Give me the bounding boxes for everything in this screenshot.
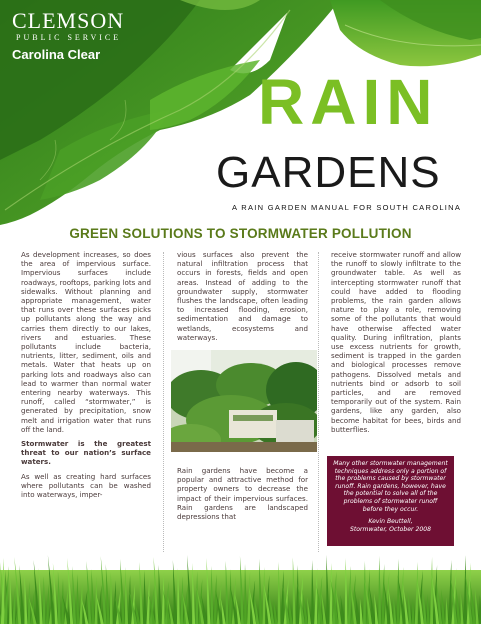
col3-paragraph-1: receive stormwater runoff and allow the runoff to slowly infiltrate to the groundwater table. As well as intercepting stormwater runoff that could have added to flooding problems, the rain garden allows nature to play a role, removing some of the pollutants that would have otherwise affected water quality. During infiltration, plants use excess nutrients for growth, sediment is trapped in the garden and biological processes remove pathogens. Dissolved metals and nutrients bind or adsorb to soil particles, and are removed temporarily out of the system. Rain gardens, like any garden, also become habitat for bees, birds and butterflies. [331, 250, 461, 434]
column-divider-1 [163, 252, 164, 552]
column-3 [331, 250, 461, 439]
col1-paragraph-1: As development increases, so does the area of impervious surface. Impervious surfaces include roadways, rooftops, parking lots and sidewalks. Without planning and appropriate management, water that runs over these surfaces picks up pollutants along the way and carries them directly to our lakes, rivers and estuaries. These pollutants include bacteria, nutrients, litter, sediment, oils and metals. Water that heats up on parking lots and roadways also can lead to warmer than normal water entering nearby waterways. This runoff, called “stormwater,” is generated by precipitation, snow melt and irrigation water that runs off the land. [21, 250, 151, 434]
col1-paragraph-2: As well as creating hard surfaces where pollutants can be washed into waterways, imper- [21, 471, 151, 500]
column-2 [177, 250, 308, 347]
quote-author: Kevin Beuttell, [368, 518, 413, 526]
grass-border-graphic [0, 530, 481, 624]
garden-photo [171, 350, 317, 452]
section-title: GREEN SOLUTIONS TO STORMWATER POLLUTION [69, 226, 412, 241]
brand-name: CLEMSON [12, 8, 125, 33]
col2-paragraph-1: vious surfaces also prevent the natural infiltration process that occurs in forests, fields and open areas. Instead of adding to the groundwater supply, stormwater flushes the landscape, often leading to increased flooding, erosion, sedimentation and damage to wetlands, ecosystems and waterways. [177, 250, 308, 342]
quote-source: Stormwater, October 2008 [350, 525, 431, 533]
title-gardens: GARDENS [216, 148, 441, 197]
brand-subtitle: PUBLIC SERVICE [16, 33, 122, 42]
column-1 [21, 250, 151, 504]
column-divider-2 [318, 252, 319, 552]
col1-emphasis: Stormwater is the greatest threat to our nation’s surface waters. [21, 439, 151, 467]
tagline: A RAIN GARDEN MANUAL FOR SOUTH CAROLINA [232, 203, 462, 212]
col2-paragraph-2: Rain gardens have become a popular and attractive method for property owners to decrease the impact of their impervious surfaces. Rain gardens are landscaped depressions that [177, 466, 308, 522]
title-rain: RAIN [258, 66, 439, 138]
column-2-lower [177, 466, 308, 526]
quote-text: Many other stormwater management techniques address only a portion of the problems caused by stormwater runoff. Rain gardens, however, have the potential to solve all of the problems of stormwater runoff before they occur. [333, 460, 448, 513]
program-name: Carolina Clear [12, 47, 101, 62]
brand-block [12, 10, 124, 63]
